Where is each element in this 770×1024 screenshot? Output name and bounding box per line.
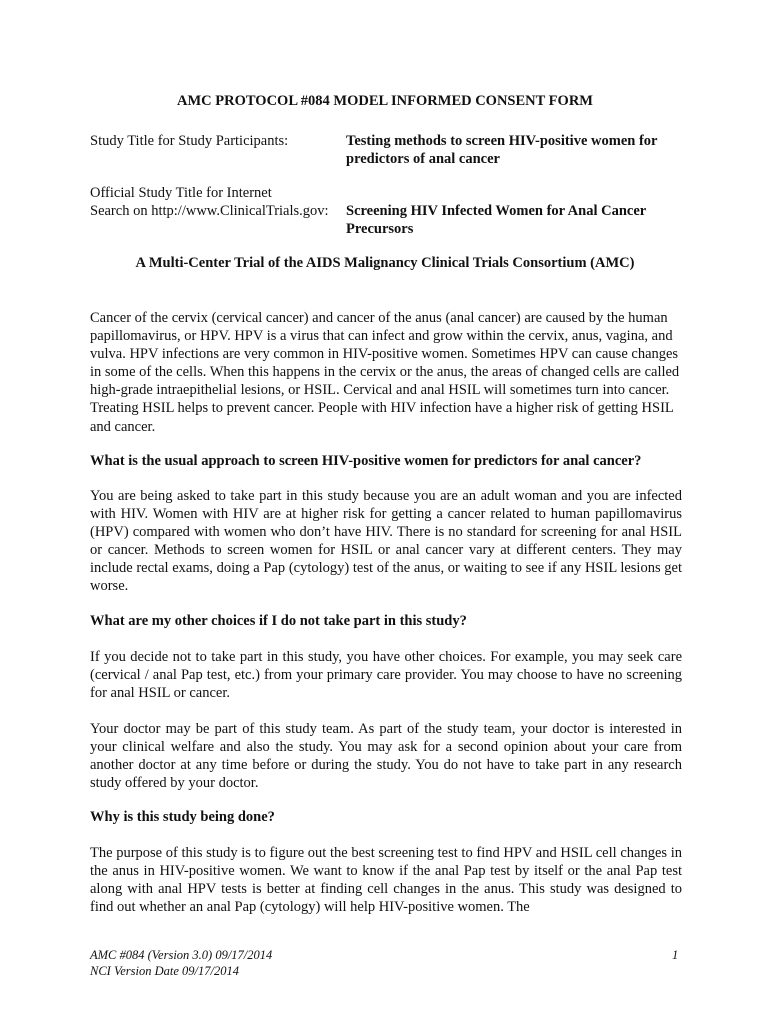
study-title-line-1: Testing methods to screen HIV-positive women for xyxy=(346,133,658,149)
official-title-line-1: Screening HIV Infected Women for Anal Cancer xyxy=(346,203,647,219)
official-title-label-line-1: Official Study Title for Internet xyxy=(90,185,272,201)
intro-paragraph: Cancer of the cervix (cervical cancer) and cancer of the anus (anal cancer) are caused by the human papillomavirus, or HPV. HPV is a virus that can infect and grow within the cervix, anus, vagina, and vulva. HPV infections are very common in HIV-positive women. Sometimes HPV can cause changes in some of the cells. When this happens in the cervix or the anus, the areas of changed cells are called high-grade intraepithelial lesions, or HSIL. Cervical and anal HSIL will sometimes turn into cancer. Treating HSIL helps to prevent cancer. People with HIV infection have a higher risk of getting HSIL and cancer. xyxy=(90,310,680,435)
official-title-line-2: Precursors xyxy=(346,221,414,237)
study-title-label: Study Title for Study Participants: xyxy=(90,133,289,149)
form-title: AMC PROTOCOL #084 MODEL INFORMED CONSENT FORM xyxy=(177,93,593,109)
question-why-study: Why is this study being done? xyxy=(90,809,275,825)
footer-version xyxy=(90,948,272,979)
trial-subtitle: A Multi-Center Trial of the AIDS Malignancy Clinical Trials Consortium (AMC) xyxy=(135,255,635,271)
footer-nci-line: NCI Version Date 09/17/2014 xyxy=(90,963,239,978)
footer-version-line: AMC #084 (Version 3.0) 09/17/2014 xyxy=(90,948,273,962)
answer-other-choices-2: Your doctor may be part of this study team. As part of the study team, your doctor is interested in your clinical welfare and also the study. You may ask for a second opinion about your care from another doctor at any time before or during the study. You do not have to take part in any research study offered by your doctor. xyxy=(90,721,682,792)
answer-why-study: The purpose of this study is to figure out the best screening test to find HPV and HSIL cell changes in the anus in HIV-positive women. We want to know if the anal Pap test by itself or the anal Pap test along with anal HPV tests is better at finding cell changes in the anus. This study was designed to find out whether an anal Pap (cytology) will help HIV-positive women. The xyxy=(90,845,682,916)
answer-usual-approach: You are being asked to take part in this study because you are an adult woman and you are infected with HIV. Women with HIV are at higher risk for getting a cancer related to human papillomavirus (HPV) compared with women who don’t have HIV. There is no standard for screening for anal HSIL or cancer. Methods to screen women for HSIL or anal cancer vary at different centers. They may include rectal exams, doing a Pap (cytology) test of the anus, or waiting to see if any HSIL lesions get worse. xyxy=(90,488,682,595)
official-title-label-line-2: Search on http://www.ClinicalTrials.gov: xyxy=(90,203,329,219)
question-usual-approach: What is the usual approach to screen HIV-positive women for predictors for anal cancer? xyxy=(90,453,642,469)
answer-other-choices-1: If you decide not to take part in this study, you have other choices. For example, you may seek care (cervical / anal Pap test, etc.) from your primary care provider. You may choose to have no screening for anal HSIL or cancer. xyxy=(90,649,682,702)
question-other-choices: What are my other choices if I do not take part in this study? xyxy=(90,613,467,629)
study-title-line-2: predictors of anal cancer xyxy=(346,151,500,167)
page-number: 1 xyxy=(672,948,679,962)
